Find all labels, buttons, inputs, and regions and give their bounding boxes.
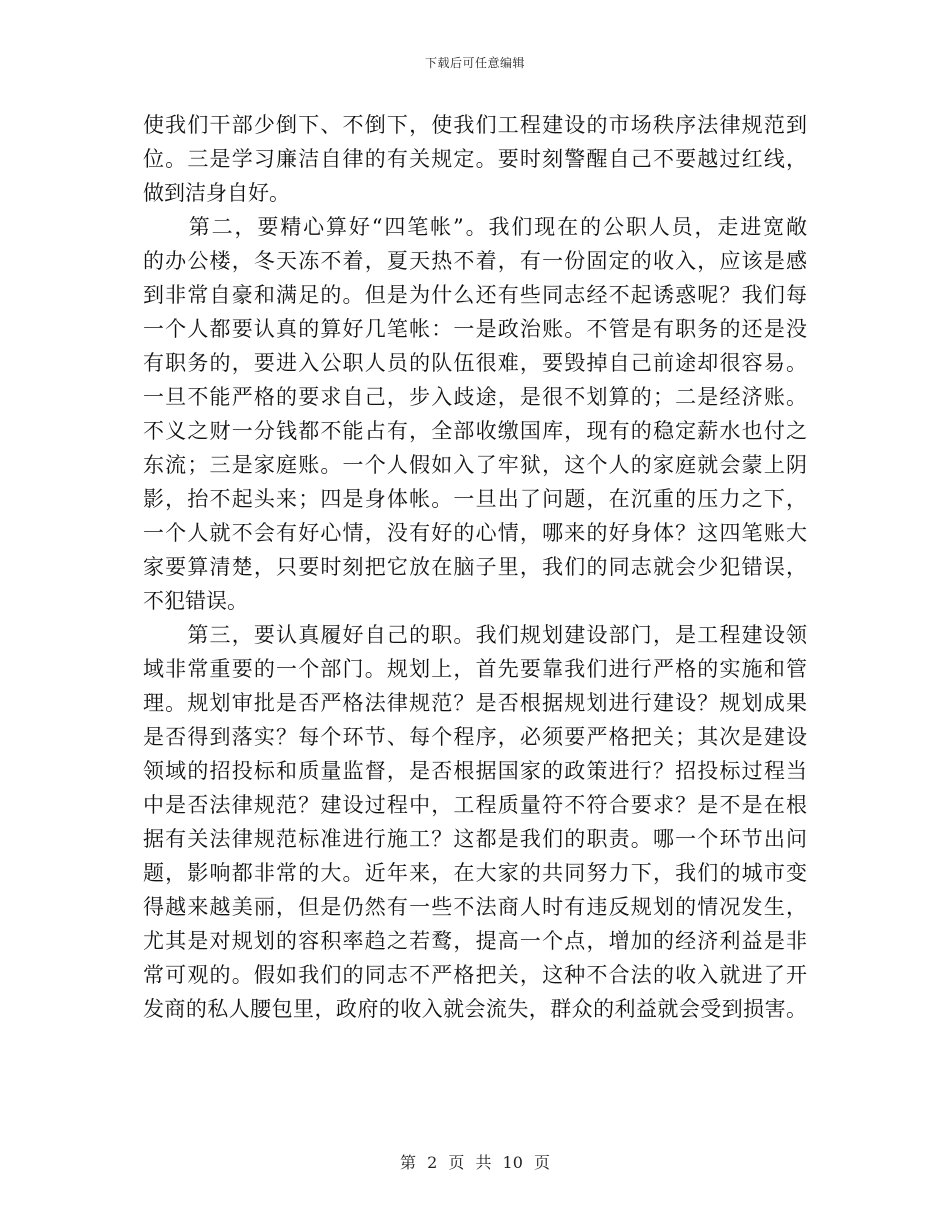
body-text-line: 不义之财一分钱都不能占有，全部收缴国库，现有的稳定薪水也付之 bbox=[143, 419, 807, 443]
body-text-line: 不犯错误。 bbox=[143, 589, 248, 613]
body-text-line: 一个人都要认真的算好几笔帐：一是政治账。不管是有职务的还是没 bbox=[143, 317, 807, 341]
body-text-line: 到非常自豪和满足的。但是为什么还有些同志经不起诱惑呢？我们每 bbox=[143, 283, 807, 307]
body-text-line: 据有关法律规范标准进行施工？这都是我们的职责。哪一个环节出问 bbox=[143, 827, 807, 851]
body-text-line: 家要算清楚，只要时刻把它放在脑子里，我们的同志就会少犯错误， bbox=[143, 555, 807, 579]
body-text-line: 题，影响都非常的大。近年来，在大家的共同努力下，我们的城市变 bbox=[143, 861, 807, 885]
body-text-line: 的办公楼，冬天冻不着，夏天热不着，有一份固定的收入，应该是感 bbox=[143, 249, 807, 273]
body-text-line: 东流；三是家庭账。一个人假如入了牢狱，这个人的家庭就会蒙上阴 bbox=[143, 453, 807, 477]
body-text-line: 有职务的，要进入公职人员的队伍很难，要毁掉自己前途却很容易。 bbox=[143, 351, 807, 375]
document-body bbox=[143, 108, 807, 1026]
body-text-line: 做到洁身自好。 bbox=[143, 181, 290, 205]
body-text-line: 使我们干部少倒下、不倒下，使我们工程建设的市场秩序法律规范到 bbox=[143, 113, 807, 137]
body-text-line: 理。规划审批是否严格法律规范？是否根据规划进行建设？规划成果 bbox=[143, 691, 807, 715]
body-text-line: 位。三是学习廉洁自律的有关规定。要时刻警醒自己不要越过红线， bbox=[143, 147, 807, 171]
page-footer-number: 第 2 页 共 10 页 bbox=[400, 1153, 550, 1172]
body-text-line: 得越来越美丽，但是仍然有一些不法商人时有违反规划的情况发生， bbox=[143, 895, 807, 919]
body-text-line: 一旦不能严格的要求自己，步入歧途，是很不划算的；二是经济账。 bbox=[143, 385, 807, 409]
body-text-line: 第二，要精心算好“四笔帐”。我们现在的公职人员，走进宽敞 bbox=[143, 215, 807, 239]
body-text-line: 影，抬不起头来；四是身体帐。一旦出了问题，在沉重的压力之下， bbox=[143, 487, 807, 511]
body-text-line: 尤其是对规划的容积率趋之若鹜，提高一个点，增加的经济利益是非 bbox=[143, 929, 807, 953]
page-header-note: 下载后可任意编辑 bbox=[424, 56, 525, 70]
body-text-line: 是否得到落实？每个环节、每个程序，必须要严格把关；其次是建设 bbox=[143, 725, 807, 749]
body-text-line: 域非常重要的一个部门。规划上，首先要靠我们进行严格的实施和管 bbox=[143, 657, 807, 681]
body-text-line: 领域的招投标和质量监督，是否根据国家的政策进行？招投标过程当 bbox=[143, 759, 807, 783]
body-text-line: 一个人就不会有好心情，没有好的心情，哪来的好身体？这四笔账大 bbox=[143, 521, 807, 545]
body-text-line: 常可观的。假如我们的同志不严格把关，这种不合法的收入就进了开 bbox=[143, 963, 807, 987]
body-text-line: 第三，要认真履好自己的职。我们规划建设部门，是工程建设领 bbox=[143, 623, 807, 647]
body-text-line: 中是否法律规范？建设过程中，工程质量符不符合要求？是不是在根 bbox=[143, 793, 807, 817]
body-text-line: 发商的私人腰包里，政府的收入就会流失，群众的利益就会受到损害。 bbox=[143, 997, 807, 1021]
